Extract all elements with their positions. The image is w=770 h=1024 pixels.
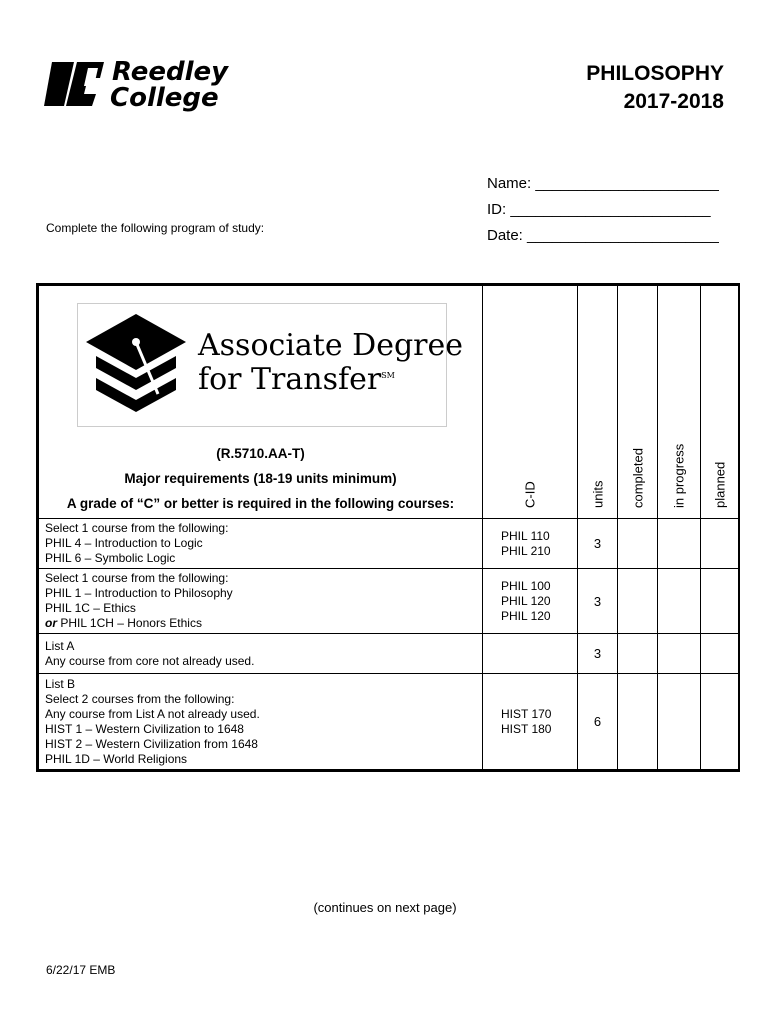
planned-checkbox[interactable]	[701, 569, 739, 634]
graduation-cap-icon	[86, 314, 186, 418]
svg-text:Reedley: Reedley	[112, 57, 229, 87]
continuation-note: (continues on next page)	[313, 900, 457, 915]
instruction-text: Complete the following program of study:	[46, 221, 265, 235]
requirements-table	[36, 283, 740, 772]
in-progress-checkbox[interactable]	[658, 569, 701, 634]
completed-checkbox[interactable]	[618, 634, 658, 674]
table-header-cell	[39, 286, 483, 519]
program-year: 2017-2018	[623, 90, 724, 113]
id-field[interactable]: ID: ________________________	[487, 201, 711, 218]
adt-title-line1: Associate Degree	[198, 328, 464, 363]
cid-values: PHIL 110 PHIL 210	[483, 519, 578, 569]
student-info-fields	[487, 171, 719, 249]
course-options: List B Select 2 courses from the following: Any course from List A not already used. HIST 1 – Western Civilization to 1648 HIST 2 – Western Civilization from 1648 PHIL 1D – World Religions	[39, 674, 483, 770]
column-header-cid: C-ID	[483, 286, 578, 519]
units-value: 6	[578, 674, 618, 770]
table-row	[39, 674, 739, 770]
course-options: Select 1 course from the following: PHIL 1 – Introduction to Philosophy PHIL 1C – Ethics or PHIL 1CH – Honors Ethics	[39, 569, 483, 634]
planned-checkbox[interactable]	[701, 674, 739, 770]
name-field[interactable]: Name: ______________________	[487, 175, 719, 192]
cid-values	[483, 634, 578, 674]
program-name: PHILOSOPHY	[586, 62, 724, 85]
adt-logo	[77, 303, 464, 427]
column-header-planned: planned	[701, 286, 739, 519]
column-header-in-progress: in progress	[658, 286, 701, 519]
column-header-completed: completed	[618, 286, 658, 519]
planned-checkbox[interactable]	[701, 519, 739, 569]
units-value: 3	[578, 634, 618, 674]
major-requirements: Major requirements (18-19 units minimum)	[124, 471, 397, 486]
column-header-units: units	[578, 286, 618, 519]
program-code: (R.5710.AA-T)	[216, 446, 305, 461]
document-title	[586, 60, 724, 116]
grade-requirement: A grade of “C” or better is required in the following courses:	[66, 496, 455, 511]
in-progress-checkbox[interactable]	[658, 519, 701, 569]
units-value: 3	[578, 519, 618, 569]
reedley-college-logo	[44, 56, 254, 112]
in-progress-checkbox[interactable]	[658, 634, 701, 674]
svg-text:College: College	[110, 83, 219, 112]
table-row	[39, 634, 739, 674]
adt-title-line2: for Transfer℠	[198, 362, 395, 397]
requirements-heading	[39, 441, 482, 516]
table-row	[39, 519, 739, 569]
date-field[interactable]: Date: _______________________	[487, 227, 719, 244]
course-options: Select 1 course from the following: PHIL 4 – Introduction to Logic PHIL 6 – Symbolic Logic	[39, 519, 483, 569]
units-value: 3	[578, 569, 618, 634]
table-row	[39, 569, 739, 634]
planned-checkbox[interactable]	[701, 634, 739, 674]
service-mark: SM	[381, 371, 395, 380]
course-options: List A Any course from core not already used.	[39, 634, 483, 674]
cid-values: HIST 170 HIST 180	[483, 674, 578, 770]
cid-values: PHIL 100 PHIL 120 PHIL 120	[483, 569, 578, 634]
revision-date: 6/22/17 EMB	[46, 963, 116, 977]
completed-checkbox[interactable]	[618, 569, 658, 634]
in-progress-checkbox[interactable]	[658, 674, 701, 770]
completed-checkbox[interactable]	[618, 519, 658, 569]
completed-checkbox[interactable]	[618, 674, 658, 770]
